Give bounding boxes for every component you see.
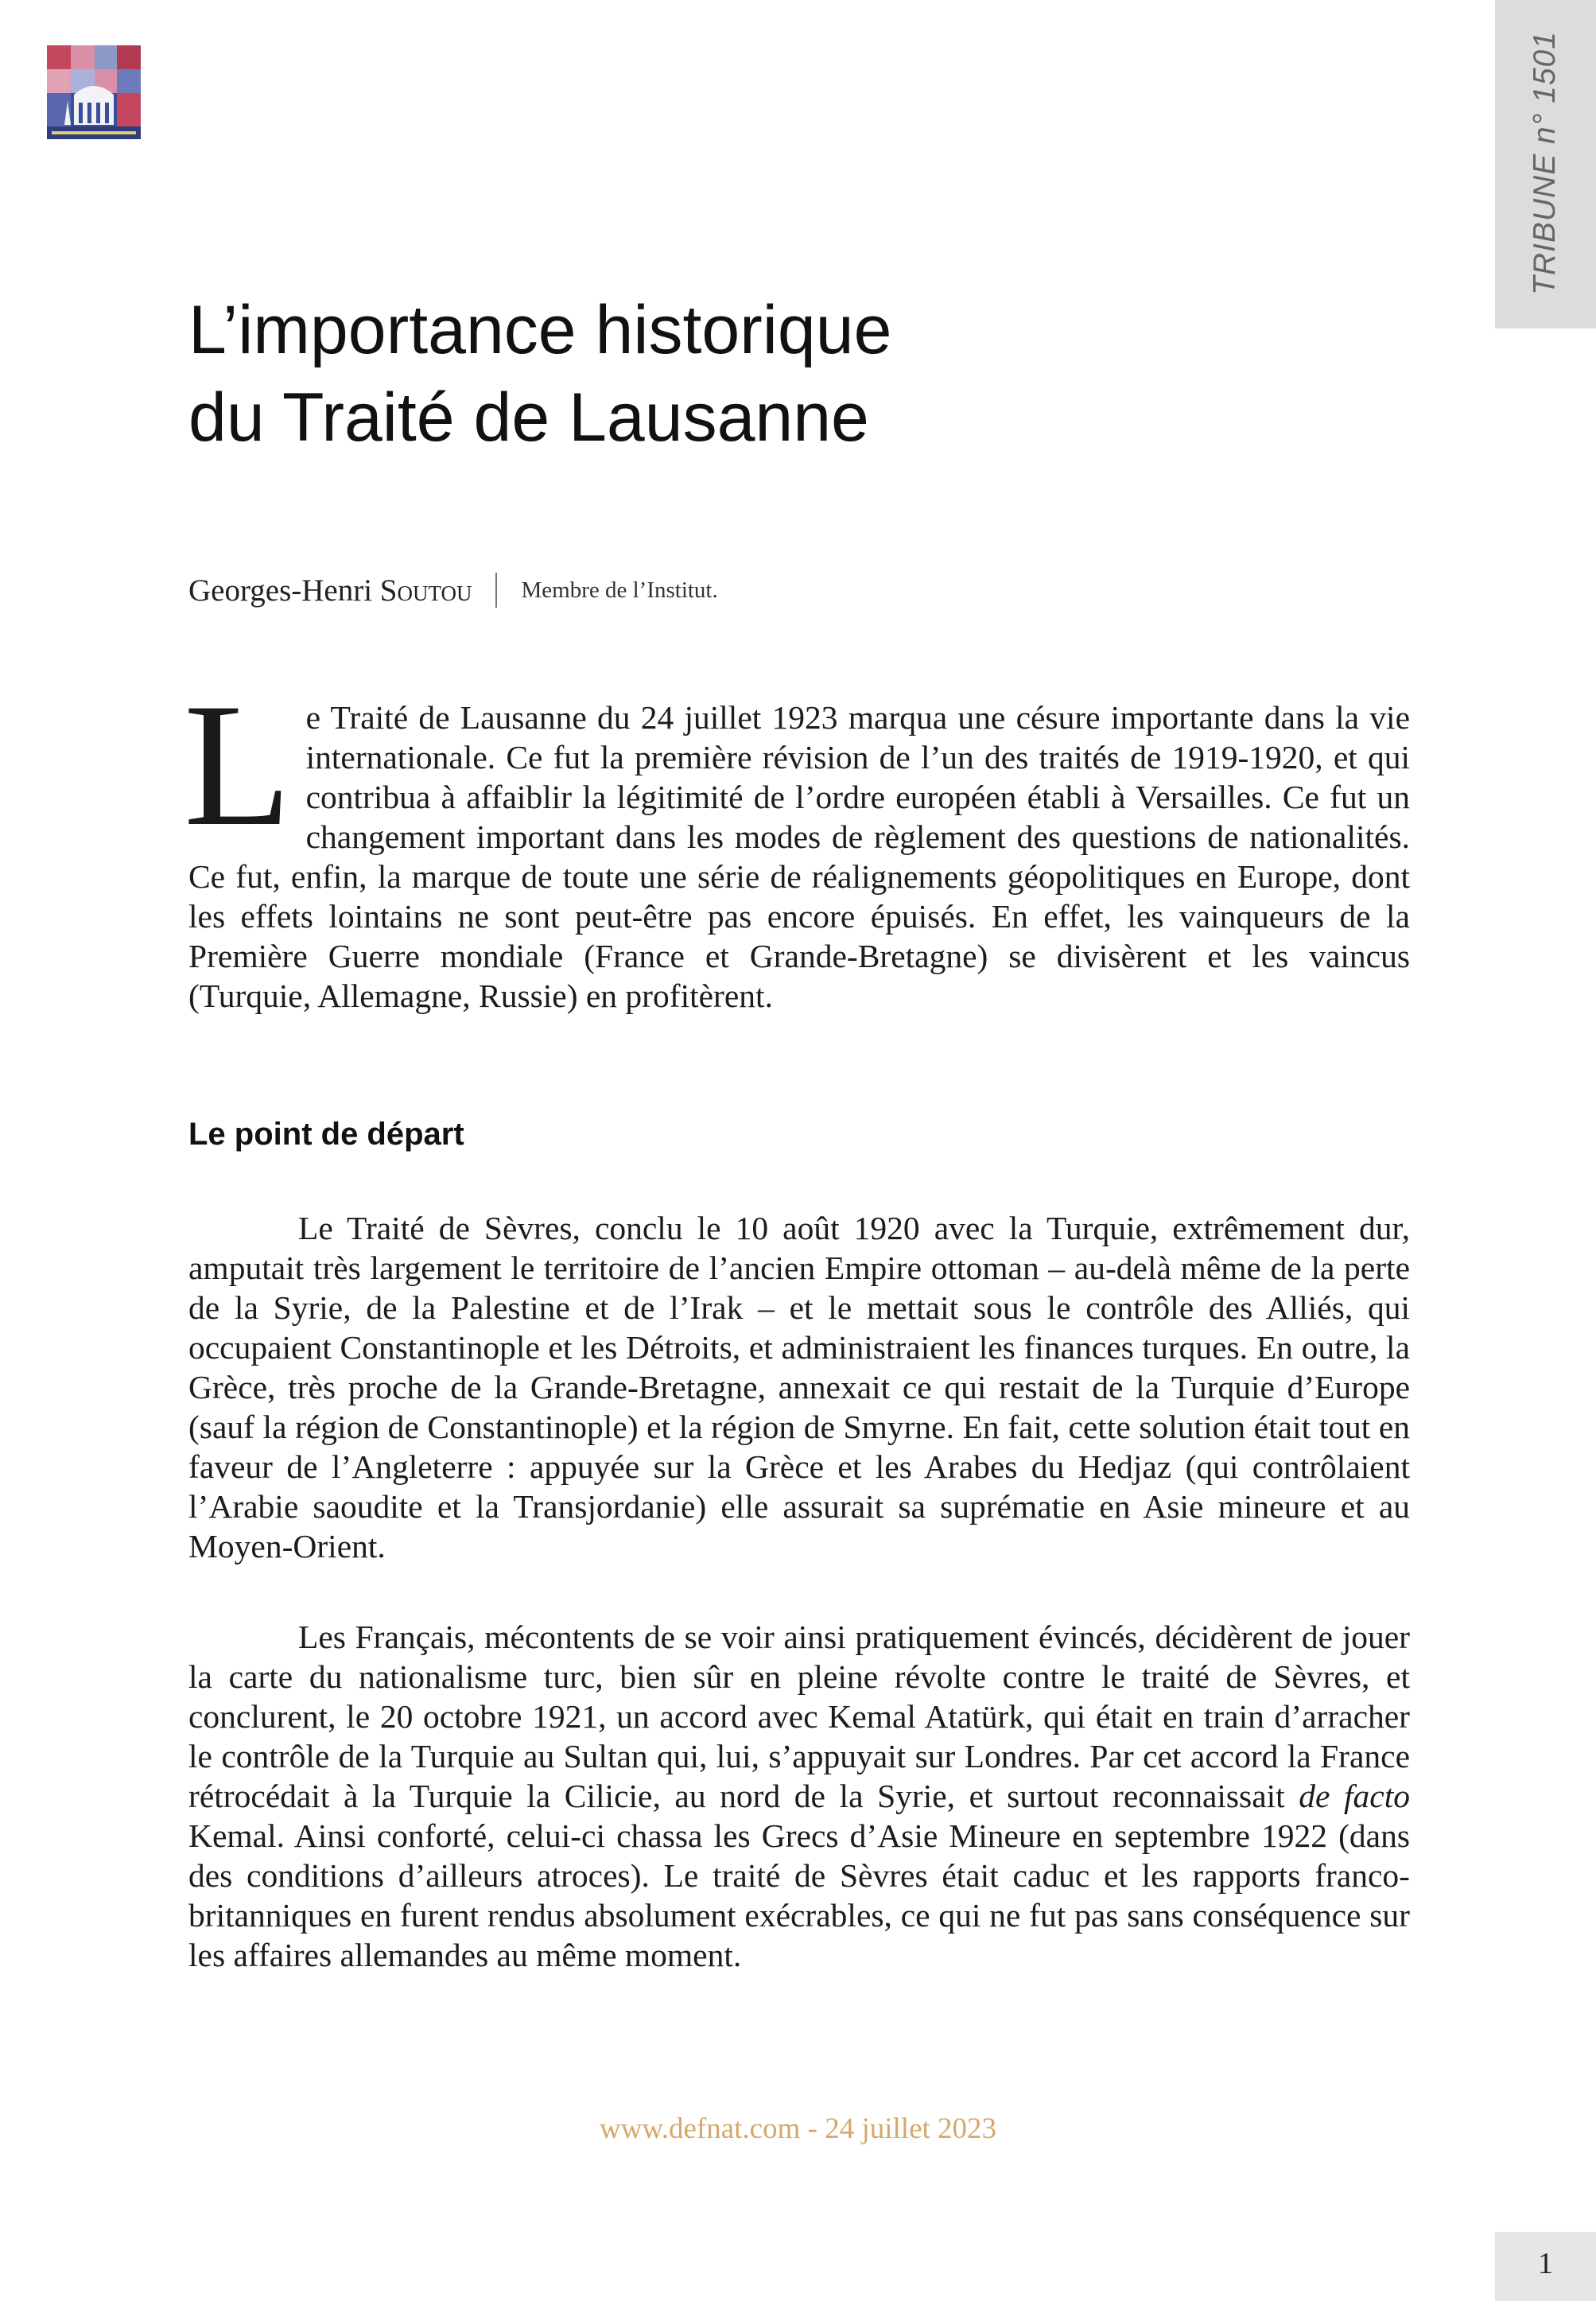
lead-text: e Traité de Lausanne du 24 juillet 1923 marqua une césure importante dans la vie internationale. Ce fut la première révision de l’un des traités de 1919-1920, et qui contribua à affaiblir la légitimité de l’ordre européen établi à Versailles. Ce fut un changement important dans les modes de règlement des questions de nationalités. Ce fut, enfin, la marque de toute une série de réalignements géopolitiques en Europe, dont les effets lointains ne sont peut-être pas encore épuisés. En effet, les vainqueurs de la Première Guerre mondiale (France et Grande-Bretagne) se divisèrent et les vaincus (Turquie, Allemagne, Russie) en profitèrent. — [188, 699, 1410, 1014]
body-paragraph-2 — [188, 1617, 1410, 1975]
lead-paragraph — [184, 667, 1410, 1016]
page-number: 1 — [1538, 2247, 1553, 2280]
side-tab — [1495, 0, 1596, 328]
author-first-name: Georges-Henri — [188, 573, 380, 608]
author-last-name: Soutou — [379, 573, 472, 608]
drop-cap: L — [184, 667, 292, 863]
italic-term: de facto — [1299, 1778, 1410, 1814]
page-title — [188, 286, 1342, 461]
tribune-number: TRIBUNE n° 1501 — [1528, 31, 1562, 295]
paragraph-2-text-start: Les Français, mécontents de se voir ainsi pratiquement évincés, décidèrent de jouer la carte du nationalisme turc, bien sûr en pleine révolte contre le traité de Sèvres, et conclurent, le 20 octobre 1921, un accord avec Kemal Atatürk, qui était en train d’arracher le contrôle de la Turquie au Sultan qui, lui, s’appuyait sur Londres. Par cet accord la France rétrocédait à la Turquie la Cilicie, au nord de la Syrie, et surtout reconnaissait — [188, 1619, 1410, 1814]
publication-logo — [47, 45, 141, 139]
author-affiliation: Membre de l’Institut. — [521, 577, 718, 603]
body-paragraph-1: Le Traité de Sèvres, conclu le 10 août 1920 avec la Turquie, extrêmement dur, amputait très largement le territoire de l’ancien Empire ottoman – au-delà même de la perte de la Syrie, de la Palestine et de l’Irak – et le mettait sous le contrôle des Alliés, qui occupaient Constantinople et les Détroits, et administraient les finances turques. En outre, la Grèce, très proche de la Grande-Bretagne, annexait ce qui restait de la Turquie d’Europe (sauf la région de Constantinople) et la région de Smyrne. En fait, cette solution était tout en faveur de l’Angleterre : appuyée sur la Grèce et les Arabes du Hedjaz (qui contrôlaient l’Arabie saoudite et la Transjordanie) elle assurait sa suprématie en Asie mineure et au Moyen-Orient. — [188, 1210, 1410, 1564]
byline — [188, 568, 1381, 612]
section-heading: Le point de départ — [188, 1117, 464, 1152]
footer-url-date: www.defnat.com - 24 juillet 2023 — [599, 2112, 997, 2145]
byline-separator — [495, 573, 497, 608]
title-line-1: L’importance historique — [188, 292, 892, 368]
paragraph-2-text-end: Kemal. Ainsi conforté, celui-ci chassa les Grecs d’Asie Mineure en septembre 1922 (dans des conditions d’ailleurs atroces). Le traité de Sèvres était caduc et les rapports franco-britanniques en furent rendus absolument exécrables, ce qui ne fut pas sans conséquence sur les affaires allemandes au même moment. — [188, 1817, 1410, 1973]
title-line-2: du Traité de Lausanne — [188, 379, 869, 456]
page-number-box — [1495, 2232, 1596, 2301]
building-emblem-icon — [47, 45, 141, 139]
author-name — [188, 573, 472, 608]
